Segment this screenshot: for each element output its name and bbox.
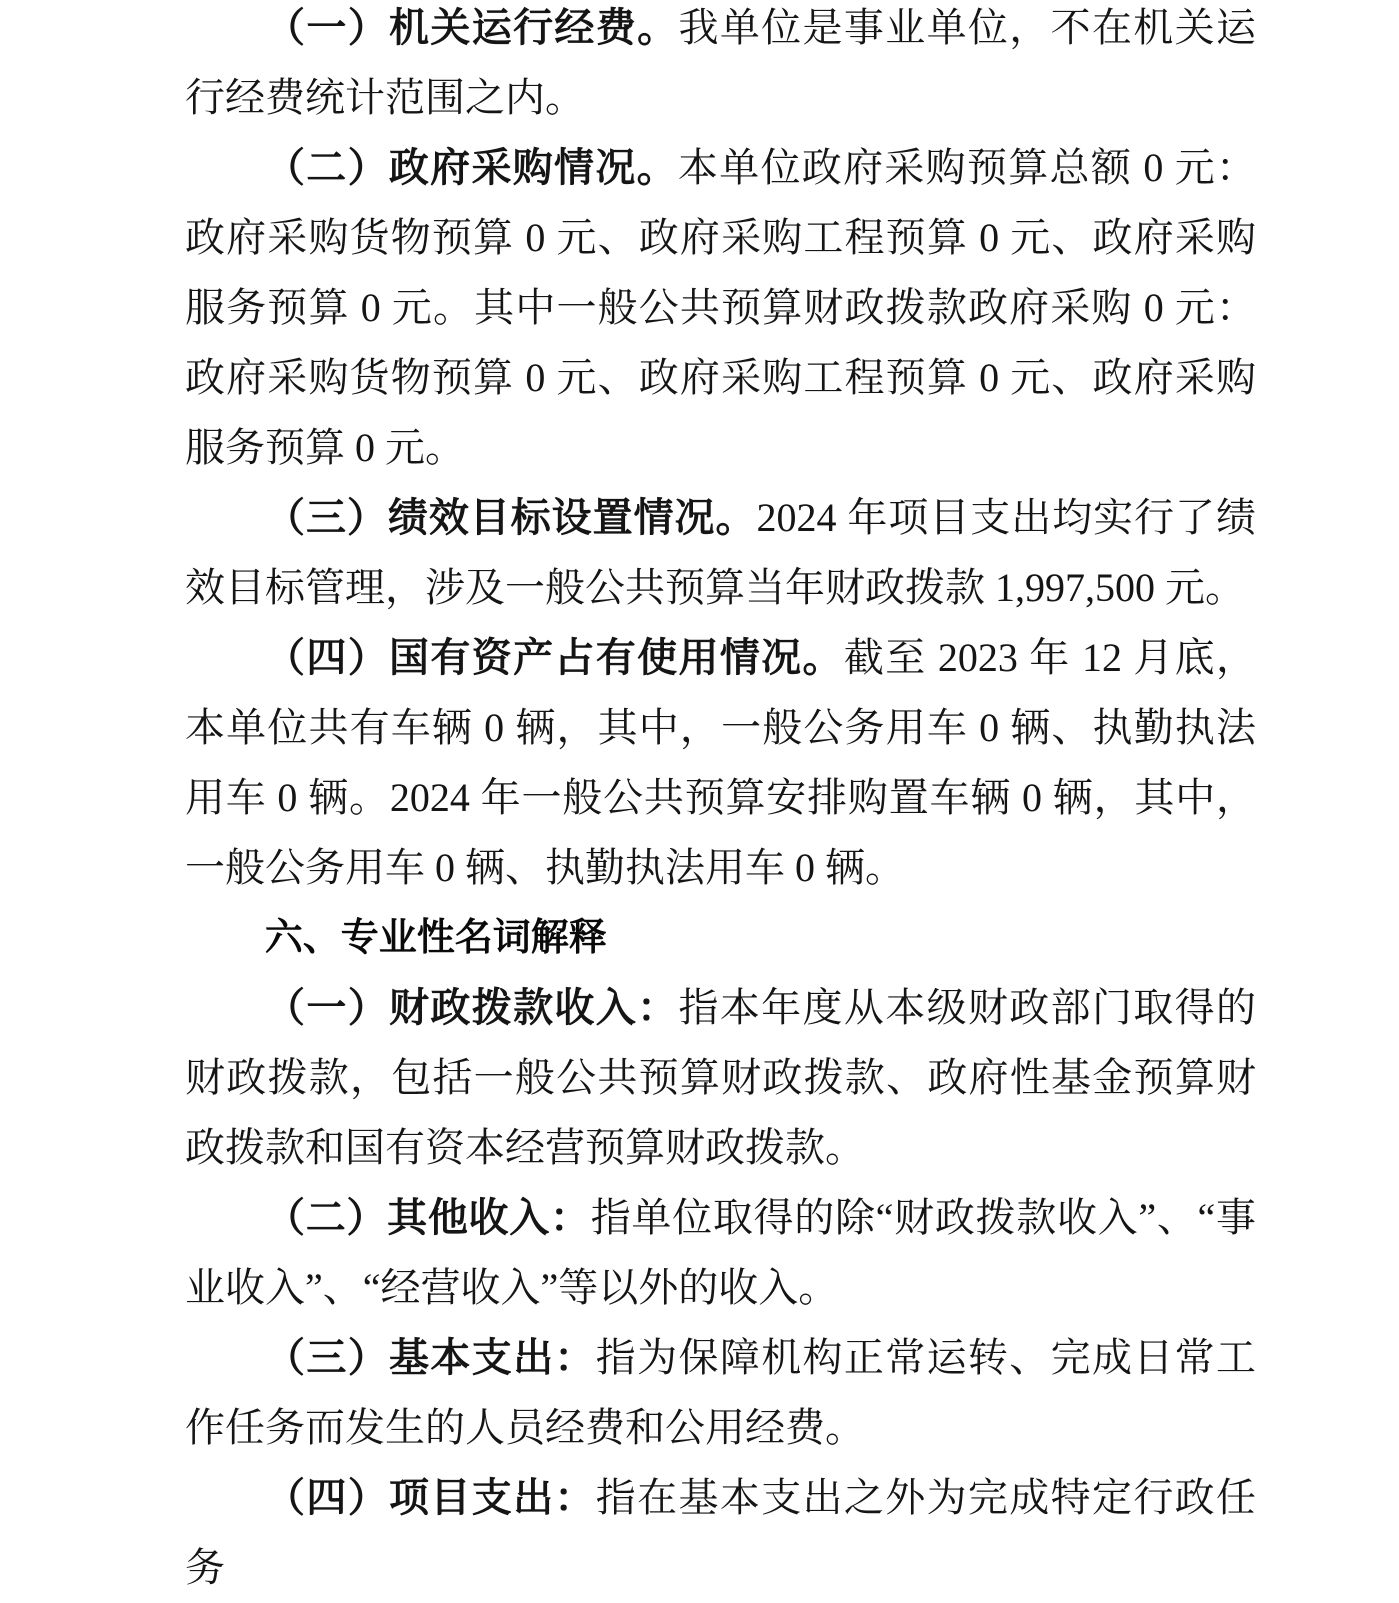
paragraph-text: 指为保障机构正常运转、完成日常工作任务而发生的人员经费和公用经费。	[185, 1335, 1257, 1450]
paragraph	[185, 483, 1256, 623]
paragraph-lead: （二）政府采购情况。	[265, 145, 678, 190]
paragraph-text: 指单位取得的除“财政拨款收入”、“事业收入”、“经营收入”等以外的收入。	[185, 1195, 1257, 1310]
document-body	[185, 0, 1256, 1603]
paragraph-lead: （四）国有资产占有使用情况。	[265, 635, 844, 680]
paragraph	[185, 1463, 1256, 1603]
paragraph-lead: （三）绩效目标设置情况。	[265, 495, 757, 540]
paragraph	[185, 133, 1256, 483]
paragraph-lead: （一）财政拨款收入：	[265, 985, 679, 1030]
section-heading: 六、专业性名词解释	[264, 917, 607, 959]
paragraph	[185, 973, 1256, 1183]
paragraph-text: 截至 2023 年 12 月底，本单位共有车辆 0 辆，其中，一般公务用车 0 辆、执勤执法用车 0 辆。2024 年一般公共预算安排购置车辆 0 辆，其中，一般公务用车 0 辆、执勤执法用车 0 辆。	[185, 635, 1257, 890]
paragraph	[185, 1323, 1256, 1463]
paragraph-lead: （二）其他收入：	[265, 1195, 591, 1240]
paragraph	[185, 0, 1256, 133]
paragraph-lead: （四）项目支出：	[265, 1475, 596, 1520]
paragraph	[185, 623, 1256, 903]
paragraph-text: 指在基本支出之外为完成特定行政任务	[185, 1475, 1257, 1590]
paragraph-text: 指本年度从本级财政部门取得的财政拨款，包括一般公共预算财政拨款、政府性基金预算财政拨款和国有资本经营预算财政拨款。	[185, 985, 1257, 1170]
paragraph-text: 本单位政府采购预算总额 0 元：政府采购货物预算 0 元、政府采购工程预算 0 元、政府采购服务预算 0 元。其中一般公共预算财政拨款政府采购 0 元：政府采购货物预算 0 元、政府采购工程预算 0 元、政府采购服务预算 0 元。	[185, 145, 1257, 470]
paragraph-lead: （一）机关运行经费。	[265, 5, 679, 50]
paragraph	[185, 1183, 1256, 1323]
paragraph-text: 我单位是事业单位，不在机关运行经费统计范围之内。	[185, 5, 1257, 120]
paragraph-lead: （三）基本支出：	[265, 1335, 596, 1380]
paragraph-text: 2024 年项目支出均实行了绩效目标管理，涉及一般公共预算当年财政拨款 1,997,500 元。	[185, 495, 1257, 610]
